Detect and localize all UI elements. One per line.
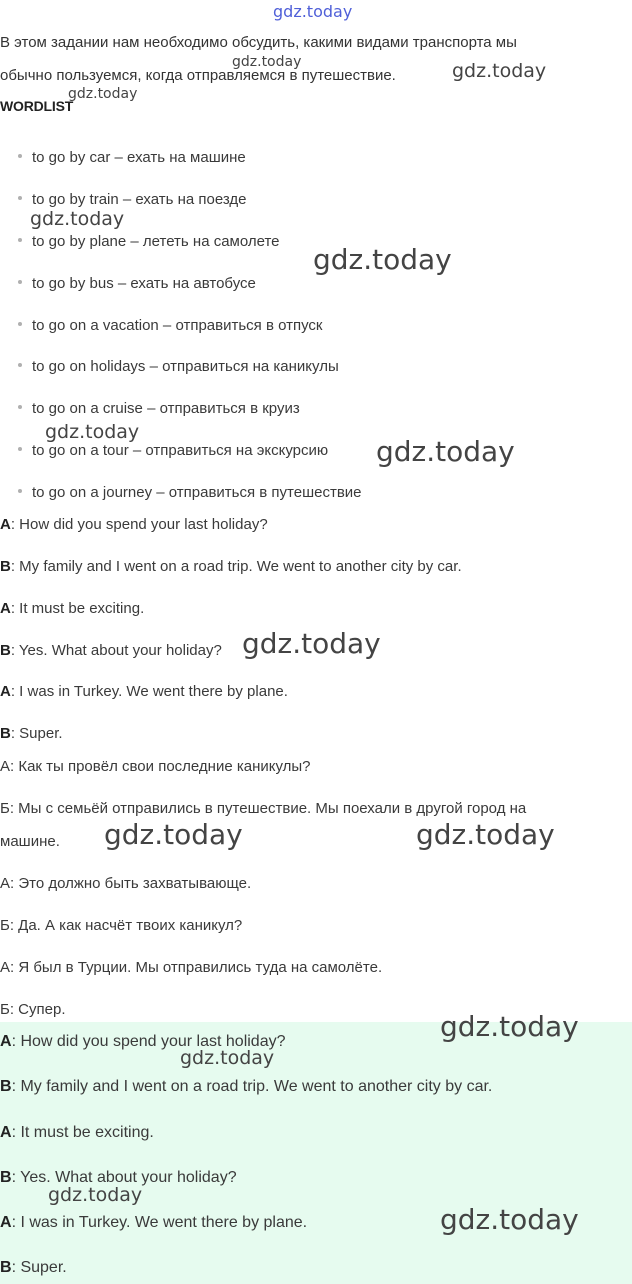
bullet-icon xyxy=(18,196,22,200)
translation-line: А: Я был в Турции. Мы отправились туда на самолёте. xyxy=(0,959,383,976)
watermark: gdz.today xyxy=(104,818,243,851)
answer-line: B: Yes. What about your holiday? xyxy=(0,1169,237,1186)
watermark: gdz.today xyxy=(68,86,138,102)
bullet-icon xyxy=(18,405,22,409)
wordlist-item: to go by plane – лететь на самолете xyxy=(18,233,280,250)
watermark: gdz.today xyxy=(376,435,515,468)
answer-line: B: Super. xyxy=(0,1259,67,1276)
watermark: gdz.today xyxy=(440,1010,579,1043)
answer-line: B: My family and I went on a road trip. We went to another city by car. xyxy=(0,1078,493,1095)
answer-line: A: It must be exciting. xyxy=(0,1124,154,1141)
dialogue-line: B: Super. xyxy=(0,725,63,742)
wordlist-heading: WORDLIST xyxy=(0,98,74,114)
dialogue-line: A: How did you spend your last holiday? xyxy=(0,516,268,533)
watermark: gdz.today xyxy=(452,60,547,82)
wordlist-item: to go on a vacation – отправиться в отпуск xyxy=(18,317,323,334)
bullet-icon xyxy=(18,154,22,158)
intro-line-1: В этом задании нам необходимо обсудить, какими видами транспорта мы xyxy=(0,34,517,51)
watermark: gdz.today xyxy=(242,627,381,660)
translation-line: Б: Мы с семьёй отправились в путешествие. Мы поехали в другой город на xyxy=(0,800,527,817)
answer-line: A: I was in Turkey. We went there by plane. xyxy=(0,1214,308,1231)
bullet-icon xyxy=(18,489,22,493)
dialogue-line: B: Yes. What about your holiday? xyxy=(0,642,222,659)
watermark: gdz.today xyxy=(48,1184,143,1206)
wordlist-item: to go on holidays – отправиться на каникулы xyxy=(18,358,339,375)
watermark: gdz.today xyxy=(180,1047,275,1069)
bullet-icon xyxy=(18,447,22,451)
watermark: gdz.today xyxy=(440,1203,579,1236)
translation-line: Б: Супер. xyxy=(0,1001,66,1018)
wordlist-item: to go by train – ехать на поезде xyxy=(18,191,247,208)
answer-line: A: How did you spend your last holiday? xyxy=(0,1033,286,1050)
wordlist-item: to go on a journey – отправиться в путешествие xyxy=(18,484,362,501)
dialogue-line: A: I was in Turkey. We went there by plane. xyxy=(0,683,288,700)
dialogue-line: A: It must be exciting. xyxy=(0,600,145,617)
dialogue-line: B: My family and I went on a road trip. We went to another city by car. xyxy=(0,558,462,575)
watermark: gdz.today xyxy=(416,818,555,851)
wordlist-item: to go by car – ехать на машине xyxy=(18,149,246,166)
translation-line: Б: Да. А как насчёт твоих каникул? xyxy=(0,917,243,934)
site-logo[interactable]: gdz.today xyxy=(273,2,353,21)
bullet-icon xyxy=(18,363,22,367)
watermark: gdz.today xyxy=(313,243,452,276)
intro-line-2: обычно пользуемся, когда отправляемся в путешествие. xyxy=(0,67,396,84)
wordlist-item: to go on a tour – отправиться на экскурсию xyxy=(18,442,328,459)
wordlist-item: to go on a cruise – отправиться в круиз xyxy=(18,400,300,417)
watermark: gdz.today xyxy=(232,54,302,70)
translation-line: машине. xyxy=(0,833,60,850)
answer-box xyxy=(0,1022,632,1284)
translation-line: А: Как ты провёл свои последние каникулы? xyxy=(0,758,311,775)
bullet-icon xyxy=(18,280,22,284)
watermark: gdz.today xyxy=(45,421,140,443)
wordlist-item: to go by bus – ехать на автобусе xyxy=(18,275,256,292)
bullet-icon xyxy=(18,238,22,242)
watermark: gdz.today xyxy=(30,208,125,230)
translation-line: А: Это должно быть захватывающе. xyxy=(0,875,252,892)
bullet-icon xyxy=(18,322,22,326)
